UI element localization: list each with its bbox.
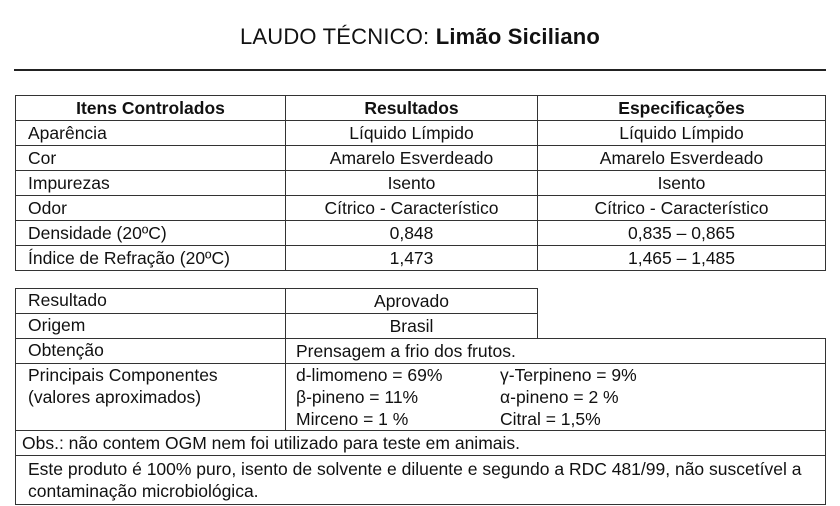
title-prefix: LAUDO TÉCNICO: — [239, 24, 436, 49]
obtencao-value: Prensagem a frio dos frutos. — [286, 339, 826, 364]
declaration-row — [16, 456, 826, 505]
spec-cell: Cítrico - Característico — [538, 196, 826, 221]
item-cell: Cor — [16, 146, 286, 171]
spec-cell: Amarelo Esverdeado — [538, 146, 826, 171]
spec-header-row — [16, 96, 826, 121]
spec-cell: 1,465 – 1,485 — [538, 246, 826, 271]
info-table — [15, 288, 826, 505]
obs-row — [16, 431, 826, 456]
spec-cell: 0,835 – 0,865 — [538, 221, 826, 246]
resultado-value: Aprovado — [286, 289, 538, 314]
componentes-row — [16, 364, 826, 431]
table-row — [16, 146, 826, 171]
empty-cell — [538, 289, 826, 314]
empty-cell — [538, 314, 826, 339]
item-cell: Odor — [16, 196, 286, 221]
declaration-text: Este produto é 100% puro, isento de solvente e diluente e segundo a RDC 481/99, não suscetível a contaminação microbiológica. — [16, 456, 826, 505]
specification-table — [15, 95, 826, 271]
resultado-label: Resultado — [16, 289, 286, 314]
origem-row — [16, 314, 826, 339]
table-row — [16, 171, 826, 196]
component-item: Citral = 1,5% — [500, 409, 601, 429]
result-cell: Amarelo Esverdeado — [286, 146, 538, 171]
obtencao-row — [16, 339, 826, 364]
obtencao-label: Obtenção — [16, 339, 286, 364]
spec-cell: Líquido Límpido — [538, 121, 826, 146]
component-item: d-limomeno = 69% — [296, 365, 443, 385]
table-row — [16, 246, 826, 271]
table-row — [16, 221, 826, 246]
product-name: Limão Siciliano — [435, 24, 601, 49]
result-cell: Líquido Límpido — [286, 121, 538, 146]
component-item: β-pineno = 11% — [296, 387, 419, 407]
header-itens: Itens Controlados — [16, 96, 286, 121]
item-cell: Impurezas — [16, 171, 286, 196]
component-item: α-pineno = 2 % — [500, 387, 619, 407]
header-especificacoes: Especificações — [538, 96, 826, 121]
table-row — [16, 196, 826, 221]
item-cell: Densidade (20ºC) — [16, 221, 286, 246]
item-cell: Índice de Refração (20ºC) — [16, 246, 286, 271]
title-divider — [14, 69, 826, 71]
component-item: Mirceno = 1 % — [296, 409, 409, 429]
result-cell: Isento — [286, 171, 538, 196]
table-row — [16, 121, 826, 146]
result-cell: Cítrico - Característico — [286, 196, 538, 221]
spec-cell: Isento — [538, 171, 826, 196]
componentes-label — [16, 364, 286, 431]
header-resultados: Resultados — [286, 96, 538, 121]
result-cell: 1,473 — [286, 246, 538, 271]
document-title — [0, 24, 840, 50]
obs-text: Obs.: não contem OGM nem foi utilizado para teste em animais. — [16, 431, 826, 456]
componentes-list — [286, 364, 826, 431]
component-item: γ-Terpineno = 9% — [500, 365, 637, 385]
origem-value: Brasil — [286, 314, 538, 339]
origem-label: Origem — [16, 314, 286, 339]
item-cell: Aparência — [16, 121, 286, 146]
result-cell: 0,848 — [286, 221, 538, 246]
componentes-label-line2: (valores aproximados) — [28, 387, 202, 407]
resultado-row — [16, 289, 826, 314]
componentes-label-line1: Principais Componentes — [28, 365, 218, 385]
